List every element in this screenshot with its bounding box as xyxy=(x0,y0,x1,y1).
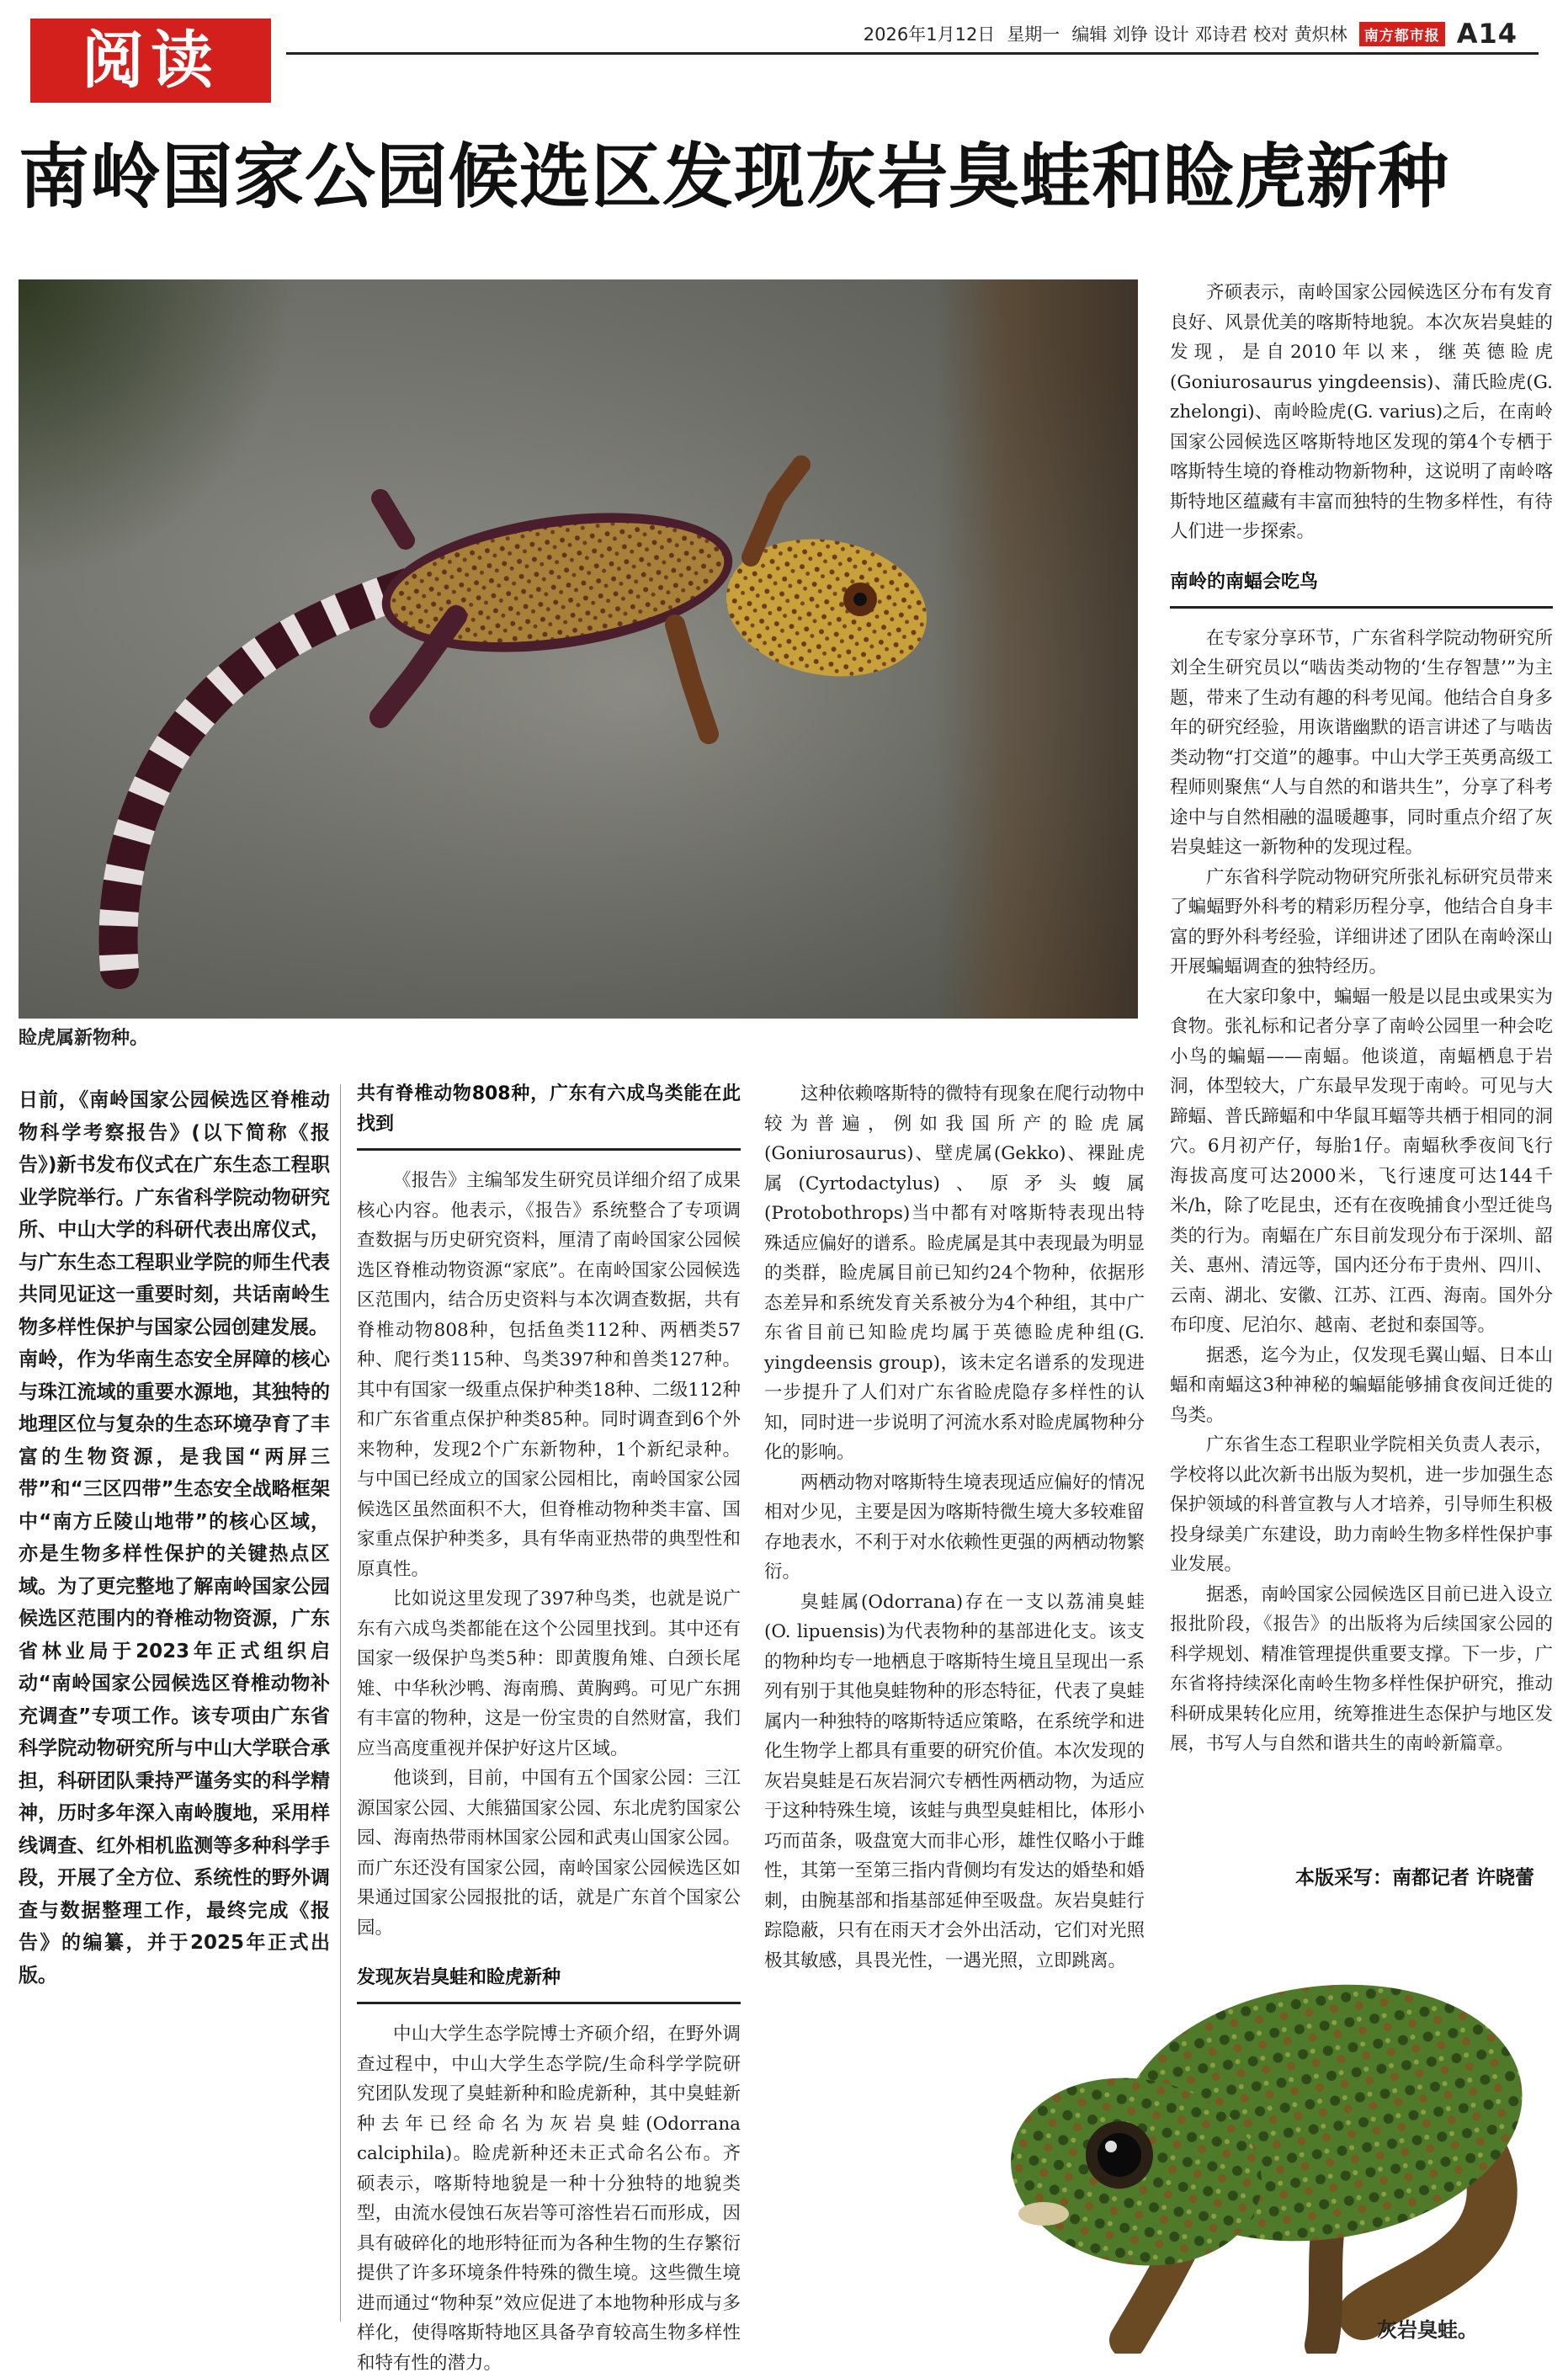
section-tag: 阅读 xyxy=(30,19,271,103)
body-paragraph: 他谈到，目前，中国有五个国家公园：三江源国家公园、大熊猫国家公园、东北虎豹国家公园、海南热带雨林国家公园和武夷山国家公园。而广东还没有国家公园，南岭国家公园候选区如果通过国家公园报批的话，就是广东首个国家公园。 xyxy=(357,1768,741,1939)
gecko-caption: 睑虎属新物种。 xyxy=(19,1028,149,1049)
body-paragraph: 比如说这里发现了397种鸟类，也就是说广东有六成鸟类都能在这个公园里找到。其中还有国家一级保护鸟类5种：即黄腹角雉、白颈长尾雉、中华秋沙鸭、海南鳽、黄胸鹀。可见广东拥有丰富的物种，这是一份宝贵的自然财富，我们应当高度重视并保护好这片区域。 xyxy=(357,1588,741,1759)
lead-column xyxy=(19,1084,330,1992)
body-paragraph: 在专家分享环节，广东省科学院动物研究所刘全生研究员以“啮齿类动物的‘生存智慧’”为主题，带来了生动有趣的科考见闻。他结合自身多年的研究经验，用诙谐幽默的语言讲述了与啮齿类动物“打交道”的趣事。中山大学王英勇高级工程师则聚焦“人与自然的和谐共生”，分享了科考途中与自然相融的温暖趣事，同时重点介绍了灰岩臭蛙这一新物种的发现过程。 xyxy=(1170,627,1553,858)
frog-photo xyxy=(926,1894,1565,2354)
body-paragraph: 两栖动物对喀斯特生境表现适应偏好的情况相对少见，主要是因为喀斯特微生境大多较难留存地表水，不利于对水依赖性更强的两栖动物繁衍。 xyxy=(764,1471,1145,1583)
body-paragraph: 齐硕表示，南岭国家公园候选区分布有发育良好、风景优美的喀斯特地貌。本次灰岩臭蛙的发现，是自2010年以来，继英德睑虎(Goniurosaurus yingdeensis)、蒲氏睑虎(G. zhelongi)、南岭睑虎(G. varius)之后，在南岭国家公园候选区喀斯特地区发现的第4个专栖于喀斯特生境的脊椎动物新物种，这说明了南岭喀斯特地区蕴藏有丰富而独特的生物多样性，有待人们进一步探索。 xyxy=(1170,282,1553,542)
headline: 南岭国家公园候选区发现灰岩臭蛙和睑虎新种 xyxy=(19,136,1450,218)
column-divider xyxy=(340,1084,341,2322)
body-paragraph: 在大家印象中，蝙蝠一般是以昆虫或果实为食物。张礼标和记者分享了南岭公园里一种会吃小鸟的蝙蝠——南蝠。他谈道，南蝠栖息于岩洞，体型较大，广东最早发现于南岭。可见与大蹄蝠、普氏蹄蝠和中华鼠耳蝠等共栖于相同的洞穴。6月初产仔，每胎1仔。南蝠秋季夜间飞行海拔高度可达2000米，飞行速度可达144千米/h，除了吃昆虫，还有在夜晚捕食小型迁徙鸟类的行为。南蝠在广东目前发现分布于深圳、韶关、惠州、清远等，国内还分布于贵州、四川、云南、湖北、安徽、江苏、江西、海南。国外分布印度、尼泊尔、越南、老挝和泰国等。 xyxy=(1170,986,1553,1336)
page-number: A14 xyxy=(1456,18,1518,50)
byline: 本版采写：南都记者 许晓蕾 xyxy=(1294,1867,1534,1889)
frog-caption: 灰岩臭蛙。 xyxy=(1377,2318,1478,2342)
issue-date: 2026年1月12日 xyxy=(863,24,996,45)
body-paragraph: 广东省科学院动物研究所张礼标研究员带来了蝙蝠野外科考的精彩历程分享，他结合自身丰富的野外科考经验，详细讲述了团队在南岭深山开展蝙蝠调查的独特经历。 xyxy=(1170,866,1553,977)
body-paragraph: 《报告》主编邹发生研究员详细介绍了成果核心内容。他表示，《报告》系统整合了专项调查数据与历史研究资料，厘清了南岭国家公园候选区脊椎动物资源“家底”。在南岭国家公园候选区范围内，结合历史资料与本次调查数据，共有脊椎动物808种，包括鱼类112种、两栖类57种、爬行类115种、鸟类397种和兽类127种。其中有国家一级重点保护种类18种、二级112种和广东省重点保护种类85种。同时调查到6个外来物种，发现2个广东新物种，1个新纪录种。与中国已经成立的国家公园相比，南岭国家公园候选区虽然面积不大，但脊椎动物种类丰富、国家重点保护种类多，具有华南亚热带的典型性和原真性。 xyxy=(357,1170,741,1580)
header-info xyxy=(864,19,1518,49)
lead-paragraph: 日前，《南岭国家公园候选区脊椎动物科学考察报告》(以下简称《报告》)新书发布仪式在广东生态工程职业学院举行。广东省科学院动物研究所、中山大学的科研代表出席仪式，与广东生态工程职业学院的师生代表共同见证这一重要时刻，共话南岭生物多样性保护与国家公园创建发展。 xyxy=(19,1089,330,1338)
subhead-bats: 南岭的南蝠会吃鸟 xyxy=(1170,567,1553,609)
body-paragraph: 臭蛙属(Odorrana)存在一支以荔浦臭蛙(O. lipuensis)为代表物种的基部进化支。该支的物种均专一地栖息于喀斯特生境且呈现出一系列有别于其他臭蛙物种的形态特征，代表了臭蛙属内一种独特的喀斯特适应策略，在系统学和进化生物学上都具有重要的研究价值。本次发现的灰岩臭蛙是石灰岩洞穴专栖性两栖动物，为适应于这种特殊生境，该蛙与典型臭蛙相比，体形小巧而苗条，吸盘宽大而非心形，雄性仅略小于雌性，其第一至第三指内背侧均有发达的婚垫和婚刺，由腕基部和指基部延伸至吸盘。灰岩臭蛙行踪隐蔽，只有在雨天才会外出活动，它们对光照极其敏感，具畏光性，一遇光照，立即跳离。 xyxy=(764,1591,1145,1971)
newspaper-logo: 南方都市报 xyxy=(1359,22,1445,46)
body-paragraph: 中山大学生态学院博士齐硕介绍，在野外调查过程中，中山大学生态学院/生命科学学院研究团队发现了臭蛙新种和睑虎新种，其中臭蛙新种去年已经命名为灰岩臭蛙(Odorrana calciphila)。睑虎新种还未正式命名公布。齐硕表示，喀斯特地貌是一种十分独特的地貌类型，由流水侵蚀石灰岩等可溶性岩石而形成，因具有破碎化的地形特征而为各种生物的生存繁衍提供了许多环境条件特殊的微生境。这些微生境进而通过“物种泵”效应促进了本地物种形成与多样化，使得喀斯特地区具备孕育较高生物多样性和特有性的潜力。 xyxy=(357,2024,741,2374)
body-paragraph: 这种依赖喀斯特的微特有现象在爬行动物中较为普遍，例如我国所产的睑虎属(Goniurosaurus)、壁虎属(Gekko)、裸趾虎属(Cyrtodactylus)、原矛头蝮属(Protobothrops)当中都有对喀斯特表现出特殊适应偏好的谱系。睑虎属是其中表现最为明显的类群，睑虎属目前已知约24个物种，依据形态差异和系统发育关系被分为4个种组，其中广东省目前已知睑虎均属于英德睑虎种组(G. yingdeensis group)，该未定名谱系的发现进一步提升了人们对广东省睑虎隐存多样性的认知，同时进一步说明了河流水系对睑虎属物种分化的影响。 xyxy=(764,1083,1145,1463)
editor-credits: 编辑 刘铮 设计 邓诗君 校对 黄炽林 xyxy=(1071,24,1347,45)
body-column-2 xyxy=(357,1079,741,2378)
lead-paragraph: 南岭，作为华南生态安全屏障的核心与珠江流域的重要水源地，其独特的地理区位与复杂的生态环境孕育了丰富的生物资源，是我国“两屏三带”和“三区四带”生态安全战略框架中“南方丘陵山地带”的核心区域，亦是生物多样性保护的关键热点区域。为了更完整地了解南岭国家公园候选区范围内的脊椎动物资源，广东省林业局于2023年正式组织启动“南岭国家公园候选区脊椎动物补充调查”专项工作。该专项由广东省科学院动物研究所与中山大学联合承担，科研团队秉持严谨务实的科学精神，历时多年深入南岭腹地，采用样线调查、红外相机监测等多种科学手段，开展了全方位、系统性的野外调查与数据整理工作，最终完成《报告》的编纂，并于2025年正式出版。 xyxy=(19,1349,330,1987)
gecko-photo xyxy=(19,279,1138,1019)
body-paragraph: 据悉，迄今为止，仅发现毛翼山蝠、日本山蝠和南蝠这3种神秘的蝙蝠能够捕食夜间迁徙的鸟类。 xyxy=(1170,1344,1553,1426)
subhead-new-species: 发现灰岩臭蛙和睑虎新种 xyxy=(357,1963,741,2004)
header-rule xyxy=(286,52,1539,55)
body-paragraph: 据悉，南岭国家公园候选区目前已进入设立报批阶段，《报告》的出版将为后续国家公园的科学规划、精准管理提供重要支撑。下一步，广东省将持续深化南岭生物多样性保护研究，推动科研成果转化应用，统筹推进生态保护与地区发展，书写人与自然和谐共生的南岭新篇章。 xyxy=(1170,1583,1553,1754)
body-paragraph: 广东省生态工程职业学院相关负责人表示，学校将以此次新书出版为契机，进一步加强生态保护领域的科普宣教与人才培养，引导师生积极投身绿美广东建设，助力南岭生物多样性保护事业发展。 xyxy=(1170,1434,1553,1575)
subhead-species-count: 共有脊椎动物808种，广东有六成鸟类能在此找到 xyxy=(357,1079,741,1151)
body-column-right xyxy=(1170,278,1553,1759)
issue-weekday: 星期一 xyxy=(1007,24,1060,45)
